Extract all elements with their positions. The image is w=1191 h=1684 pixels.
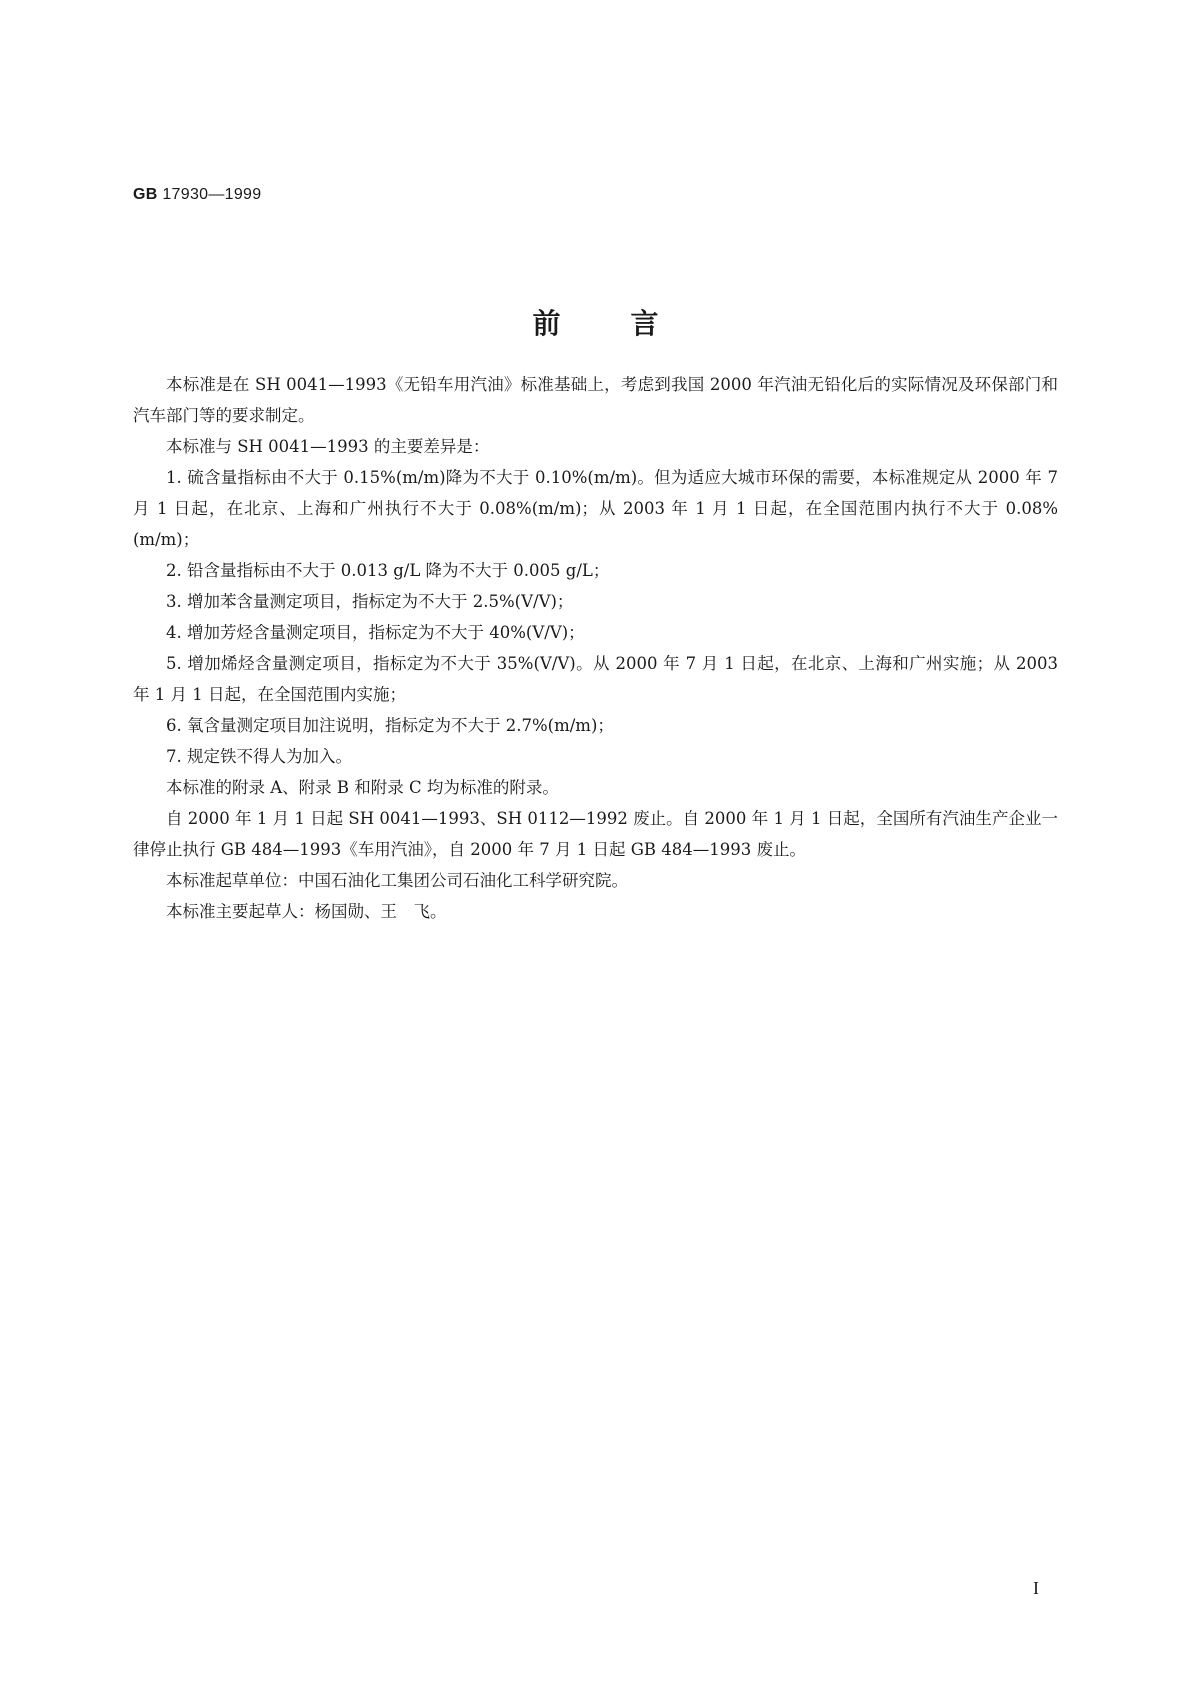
page-title: 前言 (532, 307, 729, 340)
list-item: 6. 氧含量测定项目加注说明，指标定为不大于 2.7%(m/m)； (166, 716, 614, 735)
list-item: 1. 硫含量指标由不大于 0.15%(m/m)降为不大于 0.10%(m/m)。但为适应大城市环保的需要，本标准规定从 2000 年 7 月 1 日起，在北京、上海和广州执行不大于 0.08%(m/m)；从 2003 年 1 月 1 日起，在全国范围内执行不大于 0.08%(m/m)； (133, 468, 1058, 549)
paragraph: 本标准是在 SH 0041—1993《无铅车用汽油》标准基础上，考虑到我国 2000 年汽油无铅化后的实际情况及环保部门和汽车部门等的要求制定。 (133, 375, 1058, 425)
standard-number (133, 186, 261, 204)
list-item: 5. 增加烯烃含量测定项目，指标定为不大于 35%(V/V)。从 2000 年 7 月 1 日起，在北京、上海和广州实施；从 2003 年 1 月 1 日起，在全国范围内实施； (133, 654, 1058, 704)
paragraph: 本标准的附录 A、附录 B 和附录 C 均为标准的附录。 (166, 778, 559, 797)
standard-prefix: GB (133, 186, 158, 203)
list-item: 4. 增加芳烃含量测定项目，指标定为不大于 40%(V/V)； (166, 623, 585, 642)
page-number: I (1033, 1578, 1039, 1598)
paragraph: 自 2000 年 1 月 1 日起 SH 0041—1993、SH 0112—1992 废止。自 2000 年 1 月 1 日起，全国所有汽油生产企业一律停止执行 GB 484—1993《车用汽油》，自 2000 年 7 月 1 日起 GB 484—1993 废止。 (133, 809, 1058, 859)
list-item: 7. 规定铁不得人为加入。 (166, 747, 352, 766)
standard-code: 17930—1999 (162, 186, 262, 203)
paragraph: 本标准与 SH 0041—1993 的主要差异是： (166, 437, 490, 456)
list-item: 3. 增加苯含量测定项目，指标定为不大于 2.5%(V/V)； (166, 592, 574, 611)
paragraph: 本标准起草单位：中国石油化工集团公司石油化工科学研究院。 (166, 871, 628, 890)
list-item: 2. 铅含量指标由不大于 0.013 g/L 降为不大于 0.005 g/L； (166, 561, 610, 580)
foreword-body (133, 369, 1058, 927)
paragraph: 本标准主要起草人：杨国勋、王 飞。 (166, 902, 447, 921)
